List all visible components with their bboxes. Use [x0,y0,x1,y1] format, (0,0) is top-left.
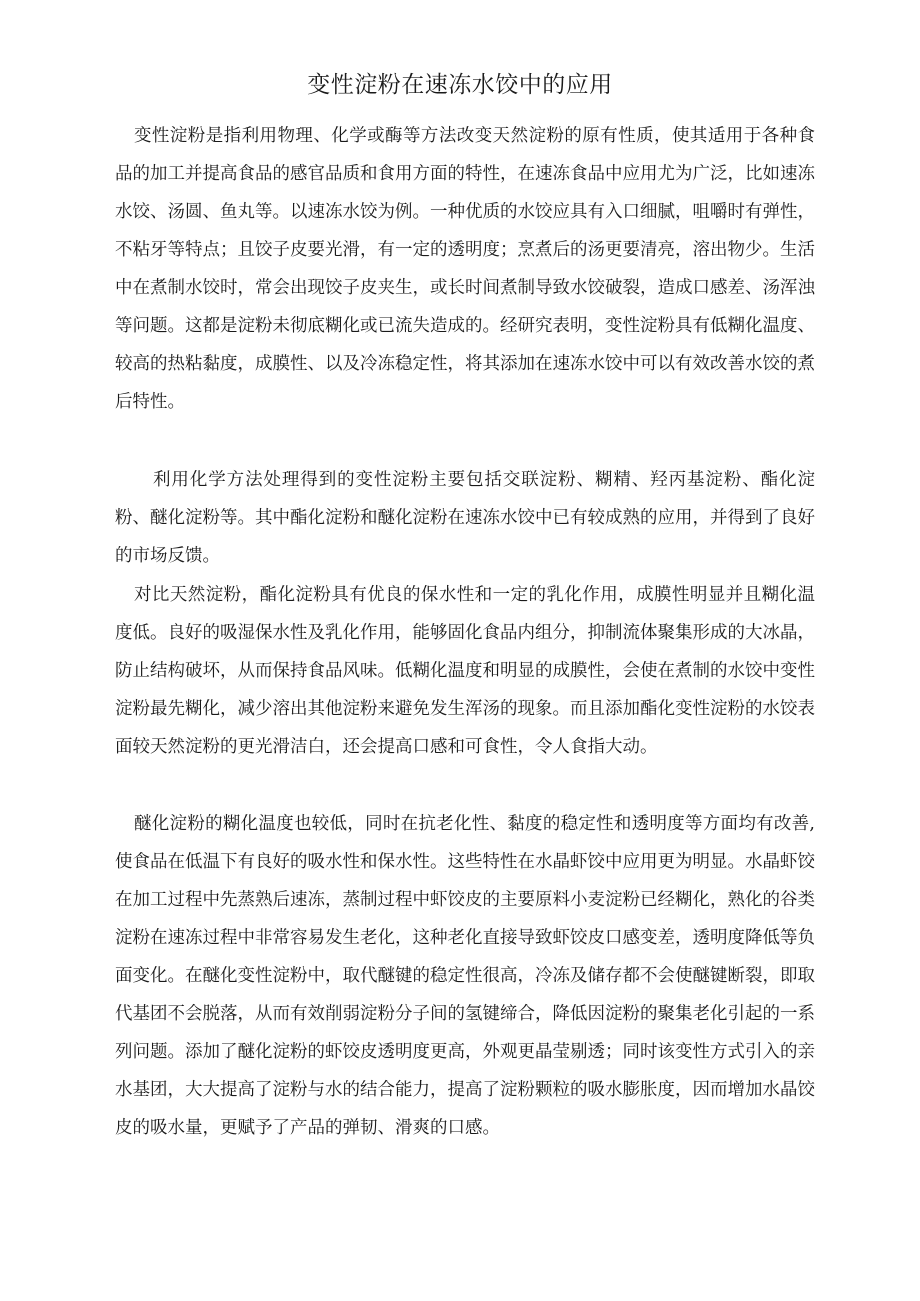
paragraph-3: 对比天然淀粉，酯化淀粉具有优良的保水性和一定的乳化作用，成膜性明显并且糊化温度低。良好的吸湿保水性及乳化作用，能够固化食品内组分，抑制流体聚集形成的大冰晶，防止结构破坏，从而保持食品风味。低糊化温度和明显的成膜性，会使在煮制的水饺中变性淀粉最先糊化，减少溶出其他淀粉来避免发生浑汤的现象。而且添加酯化变性淀粉的水饺表面较天然淀粉的更光滑洁白，还会提高口感和可食性，令人食指大动。 [115,585,815,757]
paragraph-2: 利用化学方法处理得到的变性淀粉主要包括交联淀粉、糊精、羟丙基淀粉、酯化淀粉、醚化淀粉等。其中酯化淀粉和醚化淀粉在速冻水饺中已有较成熟的应用，并得到了良好的市场反馈。 [115,470,815,566]
document-title: 变性淀粉在速冻水饺中的应用 [307,72,613,98]
paragraph-4: 醚化淀粉的糊化温度也较低，同时在抗老化性、黏度的稳定性和透明度等方面均有改善,使食品在低温下有良好的吸水性和保水性。这些特性在水晶虾饺中应用更为明显。水晶虾饺在加工过程中先蒸熟后速冻，蒸制过程中虾饺皮的主要原料小麦淀粉已经糊化，熟化的谷类淀粉在速冻过程中非常容易发生老化，这种老化直接导致虾饺皮口感变差，透明度降低等负面变化。在醚化变性淀粉中，取代醚键的稳定性很高，冷冻及储存都不会使醚键断裂，即取代基团不会脱落，从而有效削弱淀粉分子间的氢键缔合，降低因淀粉的聚集老化引起的一系列问题。添加了醚化淀粉的虾饺皮透明度更高，外观更晶莹剔透；同时该变性方式引入的亲水基团，大大提高了淀粉与水的结合能力，提高了淀粉颗粒的吸水膨胀度，因而增加水晶饺皮的吸水量，更赋予了产品的弹韧、滑爽的口感。 [115,814,815,1138]
paragraph-1: 变性淀粉是指利用物理、化学或酶等方法改变天然淀粉的原有性质，使其适用于各种食品的加工并提高食品的感官品质和食用方面的特性，在速冻食品中应用尤为广泛，比如速冻水饺、汤圆、鱼丸等。以速冻水饺为例。一种优质的水饺应具有入口细腻，咀嚼时有弹性，不粘牙等特点；且饺子皮要光滑，有一定的透明度；烹煮后的汤更要清亮，溶出物少。生活中在煮制水饺时，常会出现饺子皮夹生，或长时间煮制导致水饺破裂，造成口感差、汤浑浊等问题。这都是淀粉未彻底糊化或已流失造成的。经研究表明，变性淀粉具有低糊化温度、较高的热粘黏度，成膜性、以及冷冻稳定性，将其添加在速冻水饺中可以有效改善水饺的煮后特性。 [115,126,815,412]
